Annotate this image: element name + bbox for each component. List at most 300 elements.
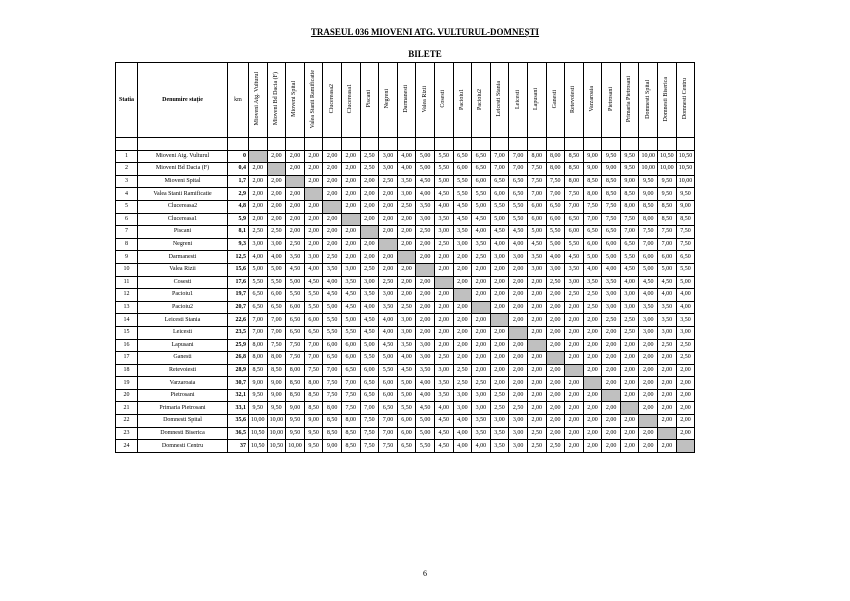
- km-cell: 12,5: [228, 251, 249, 264]
- fare-cell: 9,50: [620, 163, 639, 176]
- spacer-cell: [304, 138, 323, 151]
- station-no-cell: 19: [116, 377, 138, 390]
- fare-cell: 6,00: [267, 289, 286, 302]
- fare-cell: 9,50: [249, 402, 268, 415]
- fare-cell: 2,00: [490, 326, 509, 339]
- fare-cell: 2,50: [546, 276, 565, 289]
- fare-cell: 4,00: [416, 377, 435, 390]
- fare-cell: 4,00: [546, 251, 565, 264]
- km-cell: 28,9: [228, 364, 249, 377]
- fare-cell: 2,00: [304, 226, 323, 239]
- fare-cell: 2,00: [490, 289, 509, 302]
- fare-cell: 8,50: [583, 175, 602, 188]
- fare-cell: 2,00: [509, 289, 528, 302]
- fare-cell: 2,00: [583, 326, 602, 339]
- fare-cell: 2,00: [509, 263, 528, 276]
- fare-cell: 3,00: [453, 389, 472, 402]
- station-no-cell: 7: [116, 226, 138, 239]
- fare-cell: 2,00: [416, 289, 435, 302]
- fare-cell: 7,50: [602, 200, 621, 213]
- km-cell: 25,9: [228, 339, 249, 352]
- fare-cell: 5,50: [304, 289, 323, 302]
- table-row: [116, 175, 695, 188]
- spacer-row: [116, 138, 695, 151]
- fare-cell: 2,00: [490, 276, 509, 289]
- fare-cell: 7,00: [267, 326, 286, 339]
- fare-cell: 2,50: [490, 402, 509, 415]
- table-row: [116, 200, 695, 213]
- fare-cell: 2,00: [658, 402, 677, 415]
- fare-cell: 6,00: [565, 226, 584, 239]
- fare-cell: 2,00: [527, 301, 546, 314]
- fare-cell: 2,00: [620, 377, 639, 390]
- fare-cell: 2,00: [416, 314, 435, 327]
- fare-cell: 2,50: [360, 263, 379, 276]
- spacer-cell: [453, 138, 472, 151]
- fare-cell: 2,50: [676, 339, 695, 352]
- fare-cell: 6,00: [583, 238, 602, 251]
- station-name-cell: Clucereasa1: [138, 213, 228, 226]
- fare-cell: 8,00: [546, 163, 565, 176]
- page-title: TRASEUL 036 MIOVENI ATG. VULTURUL-DOMNEȘTI: [310, 27, 540, 37]
- table-row: [116, 226, 695, 239]
- fare-cell: 4,50: [434, 427, 453, 440]
- fare-cell: 2,00: [472, 326, 491, 339]
- spacer-cell: [639, 138, 658, 151]
- fare-cell: 2,00: [453, 263, 472, 276]
- spacer-cell: [249, 138, 268, 151]
- fare-cell: 2,50: [416, 226, 435, 239]
- fare-cell: 2,00: [602, 402, 621, 415]
- fare-cell: 4,50: [565, 251, 584, 264]
- table-row: [116, 389, 695, 402]
- fare-cell: 2,00: [434, 301, 453, 314]
- fare-cell: 2,00: [546, 389, 565, 402]
- fare-cell: 3,50: [490, 440, 509, 453]
- table-row: [116, 289, 695, 302]
- fare-cell: 2,00: [434, 314, 453, 327]
- fare-cell: 7,50: [360, 440, 379, 453]
- header-stop-label: Lapusani: [533, 88, 540, 110]
- km-cell: 4,8: [228, 200, 249, 213]
- table-row: [116, 440, 695, 453]
- spacer-cell: [228, 138, 249, 151]
- table-row: [116, 163, 695, 176]
- fare-cell: 9,50: [602, 150, 621, 163]
- header-stop-label: Negreni: [384, 89, 391, 109]
- fare-cell: 7,50: [527, 163, 546, 176]
- fare-cell: 2,00: [676, 427, 695, 440]
- fare-cell: 2,00: [249, 200, 268, 213]
- fare-cell: 2,00: [509, 352, 528, 365]
- header-stop-label: Retevoiesti: [570, 85, 577, 113]
- fare-cell: 2,00: [527, 276, 546, 289]
- fare-cell: 2,00: [676, 402, 695, 415]
- spacer-cell: [583, 138, 602, 151]
- station-no-cell: 8: [116, 238, 138, 251]
- fare-cell: 5,50: [453, 175, 472, 188]
- fare-cell: 3,00: [472, 389, 491, 402]
- fare-cell: 7,50: [323, 377, 342, 390]
- fare-cell: 4,50: [360, 314, 379, 327]
- station-no-cell: 14: [116, 314, 138, 327]
- header-stop-label: Valea Stanii Ramificatie: [310, 69, 317, 129]
- header-stop: [583, 63, 602, 138]
- header-stop: [527, 63, 546, 138]
- fare-cell: 3,00: [509, 415, 528, 428]
- fare-cell: 7,00: [379, 427, 398, 440]
- fare-cell: 7,00: [267, 314, 286, 327]
- fare-cell: 5,50: [434, 150, 453, 163]
- fare-cell: 2,00: [472, 339, 491, 352]
- fare-cell: 4,00: [360, 301, 379, 314]
- fare-cell: 2,00: [249, 188, 268, 201]
- fare-cell: 2,00: [546, 415, 565, 428]
- fare-cell: 4,00: [658, 289, 677, 302]
- fare-cell: 9,00: [583, 163, 602, 176]
- fare-cell: 5,00: [360, 339, 379, 352]
- fare-cell: 2,00: [676, 415, 695, 428]
- header-stop: [286, 63, 305, 138]
- fare-cell: 5,00: [527, 226, 546, 239]
- fare-cell: 3,00: [434, 364, 453, 377]
- fare-cell: 7,00: [249, 326, 268, 339]
- fare-cell: 6,00: [341, 339, 360, 352]
- header-station-no: Statia: [116, 63, 138, 138]
- fare-cell: 10,00: [676, 175, 695, 188]
- fare-cell: 5,50: [490, 200, 509, 213]
- fare-cell: 6,50: [676, 251, 695, 264]
- fare-cell: 7,00: [490, 163, 509, 176]
- fare-cell: 8,00: [286, 364, 305, 377]
- fare-cell: 2,50: [323, 251, 342, 264]
- fare-cell: 7,50: [360, 415, 379, 428]
- fare-cell: 7,50: [379, 440, 398, 453]
- fare-cell: 2,00: [286, 150, 305, 163]
- fare-cell: 5,00: [658, 263, 677, 276]
- fare-cell: 2,00: [583, 440, 602, 453]
- fare-cell: 8,50: [249, 364, 268, 377]
- fare-cell: 7,00: [620, 226, 639, 239]
- header-stop: [323, 63, 342, 138]
- fare-cell: 2,00: [565, 314, 584, 327]
- fare-cell: 3,00: [453, 238, 472, 251]
- km-cell: 37: [228, 440, 249, 453]
- fare-cell: 3,50: [490, 427, 509, 440]
- fare-cell: 2,00: [323, 238, 342, 251]
- header-stop-label: Pacioiu2: [477, 88, 484, 110]
- fare-cell: 7,50: [676, 238, 695, 251]
- fare-cell: 2,00: [620, 415, 639, 428]
- fare-cell: 2,00: [620, 352, 639, 365]
- fare-cell: 6,50: [546, 200, 565, 213]
- fare-cell: 3,00: [546, 263, 565, 276]
- fare-cell: 4,00: [472, 226, 491, 239]
- fare-cell: 3,00: [527, 263, 546, 276]
- fare-cell: 3,50: [583, 276, 602, 289]
- fare-cell: 3,50: [602, 276, 621, 289]
- header-stop: [490, 63, 509, 138]
- spacer-cell: [138, 138, 228, 151]
- fare-cell: 2,50: [583, 301, 602, 314]
- fare-cell: 7,00: [509, 163, 528, 176]
- header-stop: [602, 63, 621, 138]
- fare-cell: 2,00: [360, 175, 379, 188]
- fare-cell: 4,00: [509, 238, 528, 251]
- diagonal-cell: [676, 440, 695, 453]
- fare-cell: 2,00: [304, 213, 323, 226]
- fare-cell: 2,00: [602, 415, 621, 428]
- fare-cell: 8,50: [341, 427, 360, 440]
- fare-cell: 2,50: [286, 238, 305, 251]
- header-stop: [416, 63, 435, 138]
- fare-cell: 2,00: [379, 200, 398, 213]
- fare-cell: 2,00: [509, 364, 528, 377]
- fare-cell: 2,00: [658, 364, 677, 377]
- fare-cell: 2,50: [397, 301, 416, 314]
- fare-cell: 9,00: [267, 389, 286, 402]
- fare-cell: 3,50: [658, 301, 677, 314]
- fare-cell: 3,00: [267, 238, 286, 251]
- fare-cell: 5,00: [397, 389, 416, 402]
- fare-cell: 2,00: [602, 427, 621, 440]
- fare-cell: 3,00: [360, 276, 379, 289]
- fare-cell: 9,00: [639, 188, 658, 201]
- fare-cell: 2,00: [379, 226, 398, 239]
- fare-cell: 7,00: [658, 238, 677, 251]
- fare-cell: 6,00: [379, 389, 398, 402]
- station-name-cell: Leicesti: [138, 326, 228, 339]
- fare-cell: 2,00: [304, 200, 323, 213]
- table-row: [116, 364, 695, 377]
- fare-cell: 6,50: [341, 364, 360, 377]
- fare-cell: 2,00: [565, 352, 584, 365]
- fare-cell: 2,50: [620, 326, 639, 339]
- fare-cell: 6,50: [379, 402, 398, 415]
- station-name-cell: Retevoiesti: [138, 364, 228, 377]
- fare-cell: 10,00: [267, 415, 286, 428]
- station-name-cell: Pacioiu1: [138, 289, 228, 302]
- fare-cell: 5,50: [565, 238, 584, 251]
- station-no-cell: 11: [116, 276, 138, 289]
- fare-cell: 10,00: [249, 415, 268, 428]
- fare-cell: 2,00: [453, 339, 472, 352]
- fare-cell: 3,00: [602, 301, 621, 314]
- table-row: [116, 377, 695, 390]
- fare-cell: 2,00: [658, 415, 677, 428]
- km-cell: 19,7: [228, 289, 249, 302]
- fare-cell: 2,00: [527, 289, 546, 302]
- station-name-cell: Pietrosani: [138, 389, 228, 402]
- fare-cell: 7,00: [546, 188, 565, 201]
- fare-cell: 9,50: [249, 389, 268, 402]
- fare-cell: 6,00: [453, 163, 472, 176]
- station-name-cell: Lapusani: [138, 339, 228, 352]
- fare-cell: 5,00: [602, 251, 621, 264]
- fare-cell: 2,50: [509, 402, 528, 415]
- fare-cell: 4,00: [620, 276, 639, 289]
- fare-cell: 2,00: [602, 440, 621, 453]
- fare-cell: 7,00: [583, 213, 602, 226]
- fare-cell: 2,00: [565, 402, 584, 415]
- fare-cell: 2,00: [602, 352, 621, 365]
- header-stop-label: Valea Rizii: [421, 85, 428, 113]
- fare-cell: 2,00: [416, 238, 435, 251]
- fare-cell: 2,00: [509, 377, 528, 390]
- fare-cell: 7,00: [323, 364, 342, 377]
- fare-cell: 4,00: [434, 200, 453, 213]
- table-row: [116, 238, 695, 251]
- km-cell: 15,6: [228, 263, 249, 276]
- station-no-cell: 13: [116, 301, 138, 314]
- station-no-cell: 24: [116, 440, 138, 453]
- fare-cell: 9,50: [676, 188, 695, 201]
- fare-cell: 2,00: [620, 389, 639, 402]
- fare-cell: 6,00: [304, 314, 323, 327]
- station-name-cell: Varzaroaia: [138, 377, 228, 390]
- fare-cell: 6,00: [341, 352, 360, 365]
- fare-cell: 4,50: [416, 175, 435, 188]
- fare-cell: 9,50: [658, 188, 677, 201]
- fare-cell: 2,00: [620, 364, 639, 377]
- table-header-row: [116, 63, 695, 138]
- fare-cell: 2,00: [304, 150, 323, 163]
- fare-cell: 5,00: [416, 427, 435, 440]
- fare-cell: 7,50: [602, 213, 621, 226]
- station-name-cell: Valea Stanii Ramificatie: [138, 188, 228, 201]
- fare-cell: 4,00: [453, 415, 472, 428]
- km-cell: 23,5: [228, 326, 249, 339]
- station-name-cell: Clucereasa2: [138, 200, 228, 213]
- fare-cell: 6,50: [565, 213, 584, 226]
- fare-cell: 2,00: [583, 364, 602, 377]
- fare-cell: 2,00: [360, 251, 379, 264]
- fare-cell: 2,00: [583, 427, 602, 440]
- fare-cell: 2,00: [472, 289, 491, 302]
- fare-cell: 3,00: [639, 326, 658, 339]
- fare-cell: 3,00: [379, 150, 398, 163]
- page-number: 6: [423, 569, 427, 578]
- fare-cell: 9,00: [620, 175, 639, 188]
- fare-cell: 8,50: [639, 200, 658, 213]
- spacer-cell: [509, 138, 528, 151]
- station-no-cell: 17: [116, 352, 138, 365]
- fare-cell: 6,00: [527, 200, 546, 213]
- station-no-cell: 22: [116, 415, 138, 428]
- header-stop-label: Leicesti Stania: [496, 81, 503, 117]
- fare-cell: 7,50: [267, 339, 286, 352]
- fare-cell: 2,00: [490, 377, 509, 390]
- fare-cell: 2,50: [267, 226, 286, 239]
- fare-cell: 5,50: [304, 301, 323, 314]
- fare-cell: 5,50: [676, 263, 695, 276]
- fare-cell: 5,00: [434, 175, 453, 188]
- fare-cell: 3,50: [676, 314, 695, 327]
- fare-cell: 3,50: [323, 263, 342, 276]
- fare-cell: 5,00: [379, 352, 398, 365]
- fare-cell: 2,00: [527, 402, 546, 415]
- header-stop-label: Clucereasa2: [328, 84, 335, 114]
- fare-cell: 6,50: [602, 226, 621, 239]
- fare-cell: 7,50: [341, 389, 360, 402]
- fare-cell: 3,00: [620, 289, 639, 302]
- fare-cell: 6,50: [267, 301, 286, 314]
- fare-cell: 5,50: [509, 213, 528, 226]
- fare-cell: 3,50: [434, 213, 453, 226]
- fare-cell: 3,00: [658, 326, 677, 339]
- diagonal-cell: [472, 301, 491, 314]
- fare-cell: 7,00: [379, 415, 398, 428]
- fare-cell: 3,00: [416, 339, 435, 352]
- km-cell: 2,9: [228, 188, 249, 201]
- fare-cell: 5,50: [323, 314, 342, 327]
- fare-cell: 3,50: [397, 175, 416, 188]
- fare-cell: 2,00: [304, 163, 323, 176]
- fare-cell: 9,00: [323, 440, 342, 453]
- fare-cell: 8,50: [286, 389, 305, 402]
- diagonal-cell: [546, 352, 565, 365]
- fare-cell: 9,00: [249, 377, 268, 390]
- station-no-cell: 15: [116, 326, 138, 339]
- fare-cell: 3,00: [341, 263, 360, 276]
- fare-cell: 7,00: [509, 150, 528, 163]
- fare-cell: 7,50: [583, 200, 602, 213]
- fare-cell: 2,00: [323, 188, 342, 201]
- spacer-cell: [397, 138, 416, 151]
- header-stop: [249, 63, 268, 138]
- station-no-cell: 1: [116, 150, 138, 163]
- fare-cell: 8,50: [341, 440, 360, 453]
- table-row: [116, 402, 695, 415]
- fare-cell: 2,00: [379, 263, 398, 276]
- header-stop: [565, 63, 584, 138]
- fare-cell: 3,00: [509, 427, 528, 440]
- fare-cell: 2,00: [490, 364, 509, 377]
- fare-cell: 2,00: [490, 352, 509, 365]
- fare-cell: 5,50: [416, 440, 435, 453]
- fare-cell: 4,00: [453, 427, 472, 440]
- fare-cell: 2,00: [434, 326, 453, 339]
- fare-cell: 3,50: [565, 263, 584, 276]
- km-cell: 5,9: [228, 213, 249, 226]
- fare-cell: 3,00: [304, 251, 323, 264]
- km-cell: 1,7: [228, 175, 249, 188]
- fare-cell: 2,00: [286, 226, 305, 239]
- fare-cell: 4,50: [434, 440, 453, 453]
- fare-cell: 5,00: [286, 276, 305, 289]
- fare-cell: 2,50: [565, 289, 584, 302]
- fare-cell: 3,00: [509, 440, 528, 453]
- fare-cell: 4,50: [323, 289, 342, 302]
- fare-cell: 2,00: [453, 314, 472, 327]
- station-name-cell: Darmanesti: [138, 251, 228, 264]
- fare-cell: 2,00: [509, 301, 528, 314]
- fare-cell: 6,00: [527, 213, 546, 226]
- fare-cell: 9,50: [267, 402, 286, 415]
- station-name-cell: Mioveni Bd Dacia (F): [138, 163, 228, 176]
- fare-cell: 5,50: [620, 251, 639, 264]
- fare-cell: 2,00: [397, 238, 416, 251]
- fare-cell: 2,00: [602, 377, 621, 390]
- fare-cell: 2,00: [453, 251, 472, 264]
- fare-cell: 2,00: [267, 188, 286, 201]
- fare-cell: 8,50: [267, 364, 286, 377]
- table-row: [116, 314, 695, 327]
- fare-cell: 4,50: [341, 301, 360, 314]
- fare-cell: 7,50: [527, 175, 546, 188]
- fare-cell: 6,00: [658, 251, 677, 264]
- fare-cell: 2,50: [676, 352, 695, 365]
